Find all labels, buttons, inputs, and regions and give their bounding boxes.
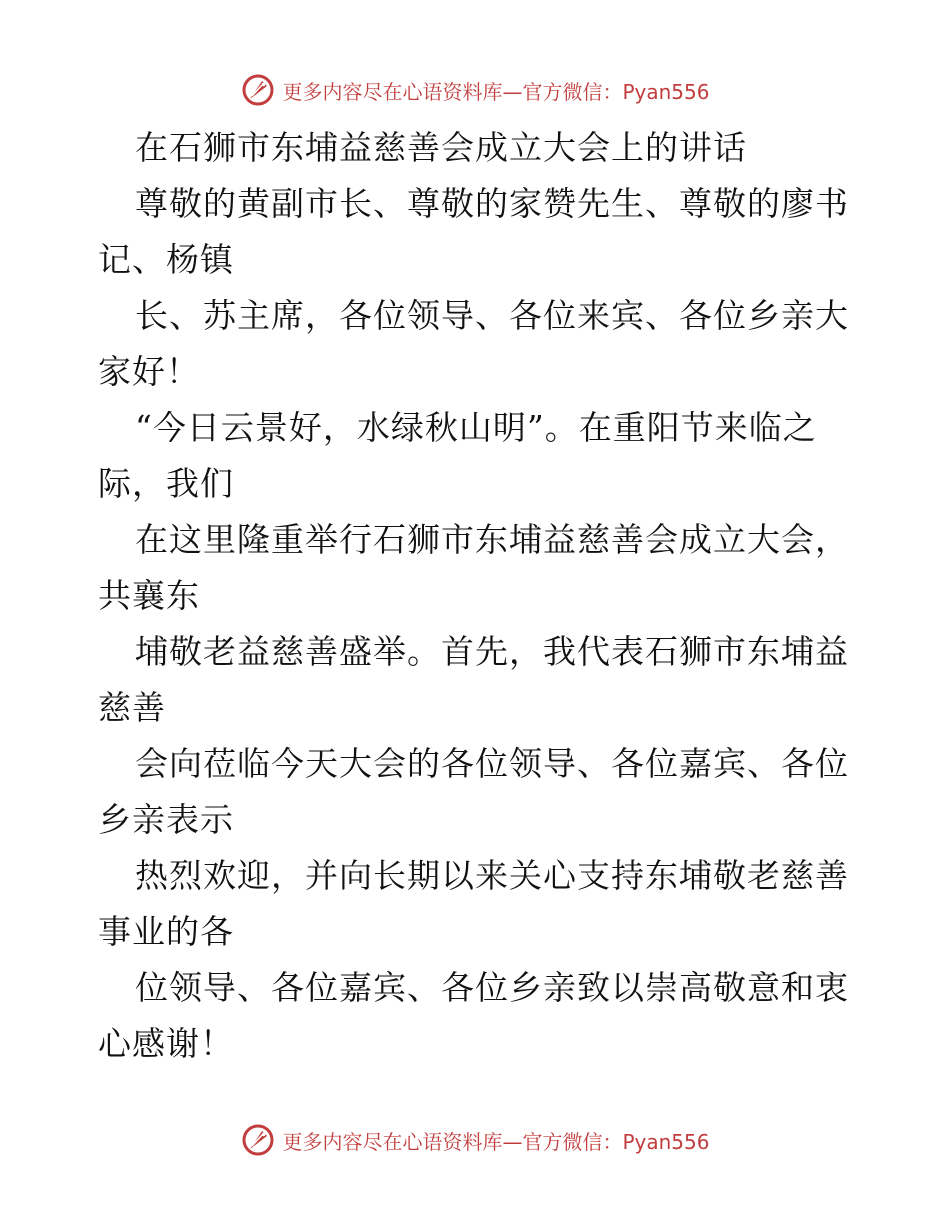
header-banner [0,70,950,110]
banner-dash: — [502,79,523,104]
paragraph-line: 热烈欢迎，并向长期以来关心支持东埔敬老慈善 [135,856,849,895]
banner-main-text: 更多内容尽在心语资料库 [282,1129,503,1154]
paragraph-line: 际，我们 [98,464,234,503]
footer-banner [0,1120,950,1160]
paragraph-line: 位领导、各位嘉宾、各位乡亲致以崇高敬意和衷 [135,968,849,1007]
paragraph-line: 家好！ [98,352,200,391]
document-title: 在石狮市东埔益慈善会成立大会上的讲话 [135,128,747,167]
banner-wechat-text: 官方微信：Pyan556 [522,1129,710,1154]
paragraph-line: “今日云景好，水绿秋山明”。在重阳节来临之 [135,408,817,447]
banner-wechat-text: 官方微信：Pyan556 [522,79,710,104]
banner-text [282,76,709,105]
paragraph-line: 在这里隆重举行石狮市东埔益慈善会成立大会， [135,520,849,559]
pen-nib-logo-icon [240,72,276,108]
paragraph-line: 事业的各 [98,912,234,951]
banner-main-text: 更多内容尽在心语资料库 [282,79,503,104]
paragraph-line: 长、苏主席，各位领导、各位来宾、各位乡亲大 [135,296,849,335]
paragraph-line: 慈善 [98,688,166,727]
paragraph-line: 心感谢！ [98,1024,234,1063]
paragraph-line: 共襄东 [98,576,200,615]
paragraph-line: 埔敬老益慈善盛举。首先，我代表石狮市东埔益 [135,632,849,671]
paragraph-line: 乡亲表示 [98,800,234,839]
paragraph-line: 会向莅临今天大会的各位领导、各位嘉宾、各位 [135,744,849,783]
pen-nib-logo-icon [240,1122,276,1158]
paragraph-line: 尊敬的黄副市长、尊敬的家赞先生、尊敬的廖书 [135,184,849,223]
document-body [98,120,858,1072]
banner-dash: — [502,1129,523,1154]
paragraph-line: 记、杨镇 [98,240,234,279]
banner-text [282,1126,709,1155]
